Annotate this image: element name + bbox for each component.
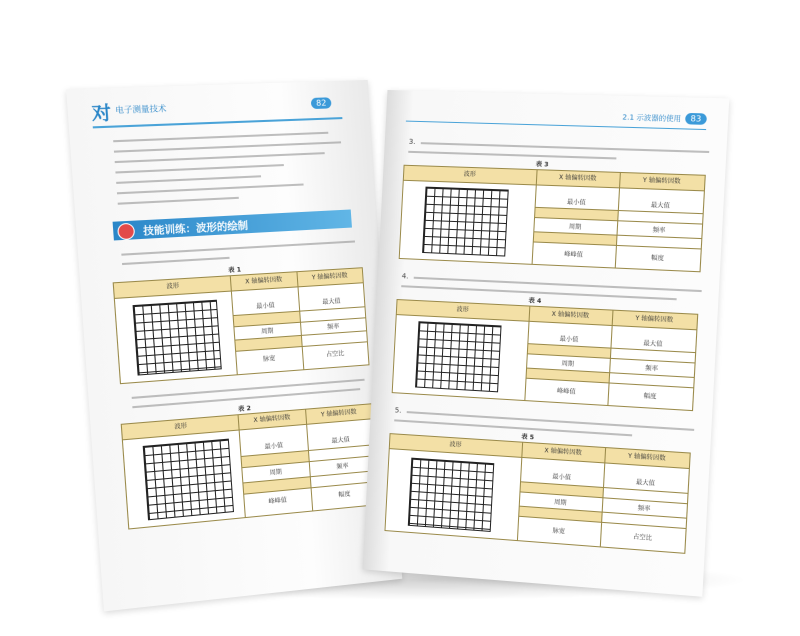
table5-header-y: Y 轴偏转因数	[627, 452, 666, 463]
item3-number: 3.	[408, 137, 416, 146]
table3-oscilloscope-grid	[422, 187, 509, 257]
table5-cell-max: 最大值	[635, 478, 656, 488]
table-5	[384, 433, 690, 554]
table-3	[399, 165, 706, 273]
left-page-number: 82	[311, 97, 332, 109]
table2-cell-max: 最大值	[331, 436, 350, 445]
table4-header-waveform: 波形	[456, 305, 469, 314]
table4-cell-max: 最大值	[643, 340, 663, 349]
section-title: 技能训练：波形的绘制	[142, 220, 249, 238]
table3-cell-period: 周期	[568, 223, 582, 232]
table3-header-y: Y 轴偏转因数	[642, 176, 681, 186]
table5-header-x: X 轴偏转因数	[544, 447, 582, 457]
table3-cell-amplitude: 幅度	[650, 254, 665, 263]
table-2	[121, 403, 380, 529]
table3-cell-max: 最大值	[650, 201, 671, 210]
table2-cell-frequency: 频率	[336, 462, 349, 471]
table4-cell-frequency: 频率	[645, 364, 659, 373]
table2-header-x: X 轴偏转因数	[253, 414, 291, 425]
brand-mark: 对	[91, 102, 113, 126]
right-section-header: 2.1 示波器的使用	[622, 113, 682, 124]
table2-cell-amplitude: 幅度	[338, 490, 351, 499]
right-page-number: 83	[685, 113, 707, 125]
item3-text	[408, 129, 710, 170]
table5-caption: 表 5	[521, 433, 535, 442]
left-page	[66, 80, 402, 612]
table1-header-x: X 轴偏转因数	[244, 276, 283, 286]
table1-header-waveform: 波形	[166, 282, 180, 291]
table2-cell-period: 周期	[269, 468, 283, 477]
section-icon	[117, 223, 135, 241]
table1-cell-period: 周期	[260, 327, 274, 336]
table5-cell-pulse-width: 脉宽	[552, 527, 566, 536]
left-running-head	[91, 95, 342, 129]
table2-cell-min: 最小值	[264, 442, 284, 451]
item5-number: 5.	[394, 406, 402, 415]
table-1	[113, 267, 370, 384]
item4-number: 4.	[401, 272, 409, 281]
table3-header-x: X 轴偏转因数	[558, 173, 597, 183]
table2-cell-peak: 峰峰值	[268, 496, 288, 506]
table2-header-y: Y 轴偏转因数	[320, 408, 357, 419]
table4-cell-period: 周期	[561, 360, 575, 369]
table1-caption: 表 1	[228, 266, 242, 275]
table2-header-waveform: 波形	[174, 422, 188, 431]
table5-cell-min: 最小值	[552, 473, 572, 482]
table5-oscilloscope-grid	[408, 458, 494, 532]
table4-oscilloscope-grid	[415, 321, 502, 392]
table3-cell-min: 最小值	[566, 198, 586, 207]
table3-cell-frequency: 频率	[652, 226, 666, 235]
table3-cell-peak: 峰峰值	[563, 250, 584, 259]
table1-cell-frequency: 频率	[326, 323, 340, 332]
table4-caption: 表 4	[528, 297, 542, 306]
table5-cell-frequency: 频率	[637, 504, 651, 513]
table5-cell-period: 周期	[553, 498, 567, 507]
table4-cell-min: 最小值	[559, 335, 579, 344]
table5-header-waveform: 波形	[449, 440, 462, 449]
formula-block	[113, 123, 357, 213]
table2-caption: 表 2	[237, 404, 252, 414]
right-running-head	[406, 107, 707, 131]
table5-cell-duty: 占空比	[632, 533, 653, 543]
table3-caption: 表 3	[535, 160, 549, 169]
right-page	[363, 90, 730, 597]
table4-header-x: X 轴偏转因数	[551, 310, 590, 320]
table4-header-y: Y 轴偏转因数	[635, 314, 674, 324]
series-title: 电子测量技术	[114, 103, 167, 116]
table-4	[392, 299, 699, 411]
table1-cell-max: 最大值	[322, 297, 341, 307]
table4-cell-amplitude: 幅度	[643, 392, 657, 401]
table3-header-waveform: 波形	[463, 170, 476, 179]
table1-cell-min: 最小值	[256, 302, 276, 311]
table2-oscilloscope-grid	[143, 439, 234, 521]
table1-header-y: Y 轴偏转因数	[311, 272, 348, 282]
table1-oscilloscope-grid	[133, 300, 222, 376]
table1-cell-pulse-width: 脉宽	[262, 355, 276, 364]
table1-cell-duty: 占空比	[325, 350, 345, 359]
table4-cell-peak: 峰峰值	[556, 387, 576, 396]
